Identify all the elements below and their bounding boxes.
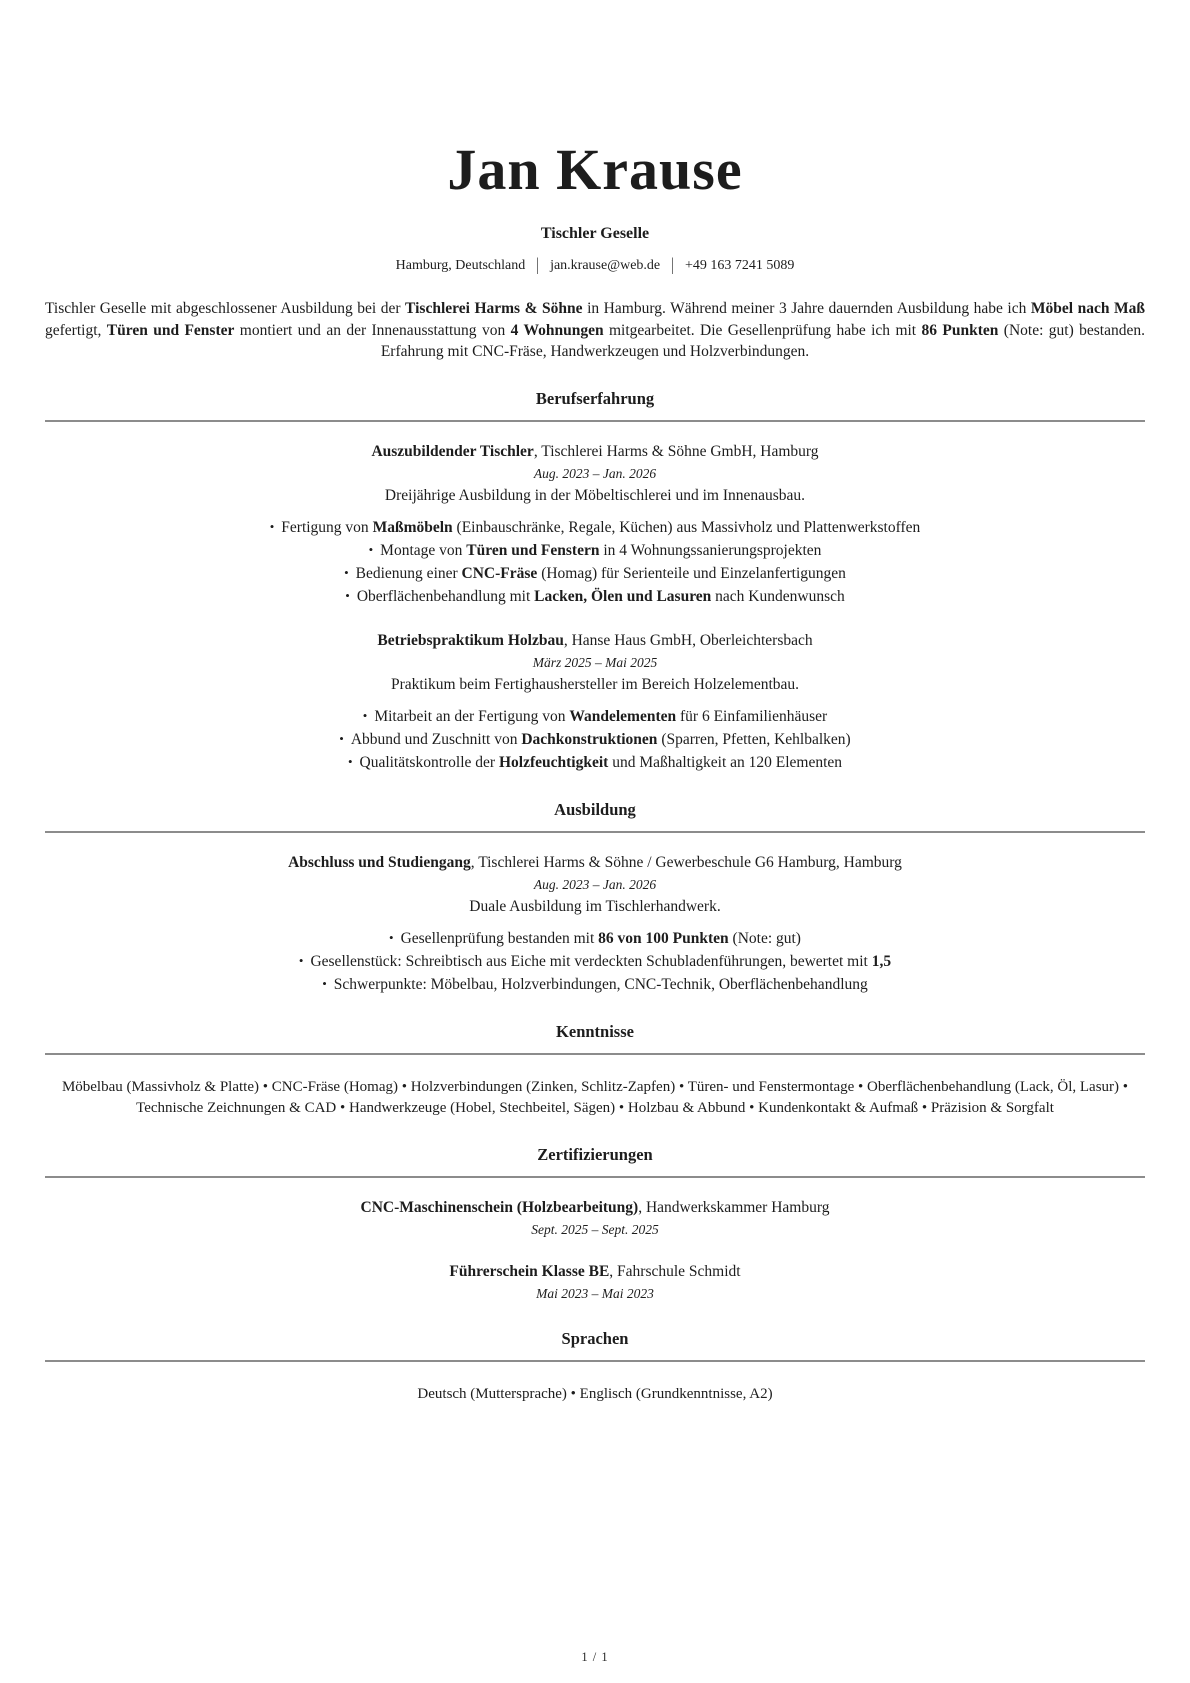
contact-separator: | bbox=[671, 256, 674, 275]
certification-dates: Mai 2023 – Mai 2023 bbox=[536, 1285, 654, 1301]
degree-header: Abschluss und Studiengang, Tischlerei Harms & Söhne / Gewerbeschule G6 Hamburg, Hamburg bbox=[288, 853, 902, 871]
section-languages bbox=[45, 1329, 1145, 1405]
experience-entry bbox=[45, 631, 1145, 774]
bullet-item: • Fertigung von Maßmöbeln (Einbauschränke, Regale, Küchen) aus Massivholz und Plattenwerkstoffen bbox=[45, 516, 1145, 539]
job-header: Auszubildender Tischler, Tischlerei Harms & Söhne GmbH, Hamburg bbox=[371, 442, 819, 460]
job-description: Praktikum beim Fertighaushersteller im Bereich Holzelementbau. bbox=[390, 675, 800, 693]
contact-separator: | bbox=[536, 256, 540, 275]
contact-phone: +49 163 7241 5089 bbox=[684, 258, 795, 273]
bullet-item: • Montage von Türen und Fenstern in 4 Wohnungssanierungsprojekten bbox=[45, 539, 1145, 562]
contact-line bbox=[45, 257, 1145, 275]
skills-list: Möbelbau (Massivholz & Platte) • CNC-Fräse (Homag) • Holzverbindungen (Zinken, Schlitz-Zapfen) • Türen- und Fenstermontage • Oberflächenbehandlung (Lack, Öl, Lasur) • Technische Zeichnungen & CAD • Handwerkzeuge (Hobel, Stechbeitel, Sägen) • Holzbau & Abbund • Kundenkontakt & Aufmaß • Präzision & Sorgfalt bbox=[61, 1078, 1129, 1116]
section-divider bbox=[45, 831, 1145, 833]
section-certifications bbox=[45, 1145, 1145, 1303]
certification-entry bbox=[45, 1198, 1145, 1239]
bullet-item: • Gesellenstück: Schreibtisch aus Eiche mit verdeckten Schubladenführungen, bewertet mit 1,5 bbox=[45, 950, 1145, 973]
degree-dates: Aug. 2023 – Jan. 2026 bbox=[533, 876, 657, 892]
degree-description: Duale Ausbildung im Tischlerhandwerk. bbox=[469, 897, 721, 915]
contact-location: Hamburg, Deutschland bbox=[395, 258, 526, 273]
section-title-certifications: Zertifizierungen bbox=[537, 1144, 653, 1164]
section-divider bbox=[45, 1176, 1145, 1178]
certification-entry bbox=[45, 1262, 1145, 1303]
bullet-item: • Gesellenprüfung bestanden mit 86 von 100 Punkten (Note: gut) bbox=[45, 927, 1145, 950]
bullet-item: • Oberflächenbehandlung mit Lacken, Ölen und Lasuren nach Kundenwunsch bbox=[45, 585, 1145, 608]
section-divider bbox=[45, 1360, 1145, 1362]
section-title-skills: Kenntnisse bbox=[556, 1021, 634, 1041]
experience-entry bbox=[45, 442, 1145, 608]
certification-dates: Sept. 2025 – Sept. 2025 bbox=[531, 1221, 659, 1237]
degree-bullet-list bbox=[45, 927, 1145, 996]
resume-header bbox=[45, 137, 1145, 275]
education-entry bbox=[45, 853, 1145, 996]
job-dates: Aug. 2023 – Jan. 2026 bbox=[533, 465, 657, 481]
summary-paragraph: Tischler Geselle mit abgeschlossener Ausbildung bei der Tischlerei Harms & Söhne in Hamburg. Während meiner 3 Jahre dauernden Ausbildung habe ich Möbel nach Maß gefertigt, Türen und Fenster montiert und an der Innenausstattung von 4 Wohnungen mitgearbeitet. Die Gesellenprüfung habe ich mit 86 Punkten (Note: gut) bestanden. Erfahrung mit CNC-Fräse, Handwerkzeugen und Holzverbindungen. bbox=[45, 300, 1145, 360]
bullet-item: • Qualitätskontrolle der Holzfeuchtigkeit und Maßhaltigkeit an 120 Elementen bbox=[45, 751, 1145, 774]
section-education bbox=[45, 800, 1145, 996]
job-bullet-list bbox=[45, 705, 1145, 774]
section-title-experience: Berufserfahrung bbox=[535, 388, 655, 408]
section-title-languages: Sprachen bbox=[561, 1328, 629, 1348]
contact-email: jan.krause@web.de bbox=[550, 258, 661, 273]
certification-header: CNC-Maschinenschein (Holzbearbeitung), Handwerkskammer Hamburg bbox=[360, 1198, 830, 1216]
job-description: Dreijährige Ausbildung in der Möbeltischlerei und im Innenausbau. bbox=[384, 486, 806, 504]
section-experience bbox=[45, 389, 1145, 774]
candidate-name: Jan Krause bbox=[447, 137, 743, 202]
candidate-title: Tischler Geselle bbox=[540, 225, 650, 242]
section-divider bbox=[45, 1053, 1145, 1055]
job-bullet-list bbox=[45, 516, 1145, 608]
job-header: Betriebspraktikum Holzbau, Hanse Haus GmbH, Oberleichtersbach bbox=[377, 631, 813, 649]
job-dates: März 2025 – Mai 2025 bbox=[532, 654, 658, 670]
section-divider bbox=[45, 420, 1145, 422]
bullet-item: • Bedienung einer CNC-Fräse (Homag) für Serienteile und Einzelanfertigungen bbox=[45, 562, 1145, 585]
certification-header: Führerschein Klasse BE, Fahrschule Schmidt bbox=[449, 1262, 741, 1280]
languages-list: Deutsch (Muttersprache) • Englisch (Grundkenntnisse, A2) bbox=[417, 1385, 773, 1402]
bullet-item: • Mitarbeit an der Fertigung von Wandelementen für 6 Einfamilienhäuser bbox=[45, 705, 1145, 728]
bullet-item: • Schwerpunkte: Möbelbau, Holzverbindungen, CNC-Technik, Oberflächenbehandlung bbox=[45, 973, 1145, 996]
page-number: 1 / 1 bbox=[581, 1650, 609, 1664]
section-skills bbox=[45, 1022, 1145, 1119]
section-title-education: Ausbildung bbox=[554, 799, 636, 819]
bullet-item: • Abbund und Zuschnitt von Dachkonstruktionen (Sparren, Pfetten, Kehlbalken) bbox=[45, 728, 1145, 751]
